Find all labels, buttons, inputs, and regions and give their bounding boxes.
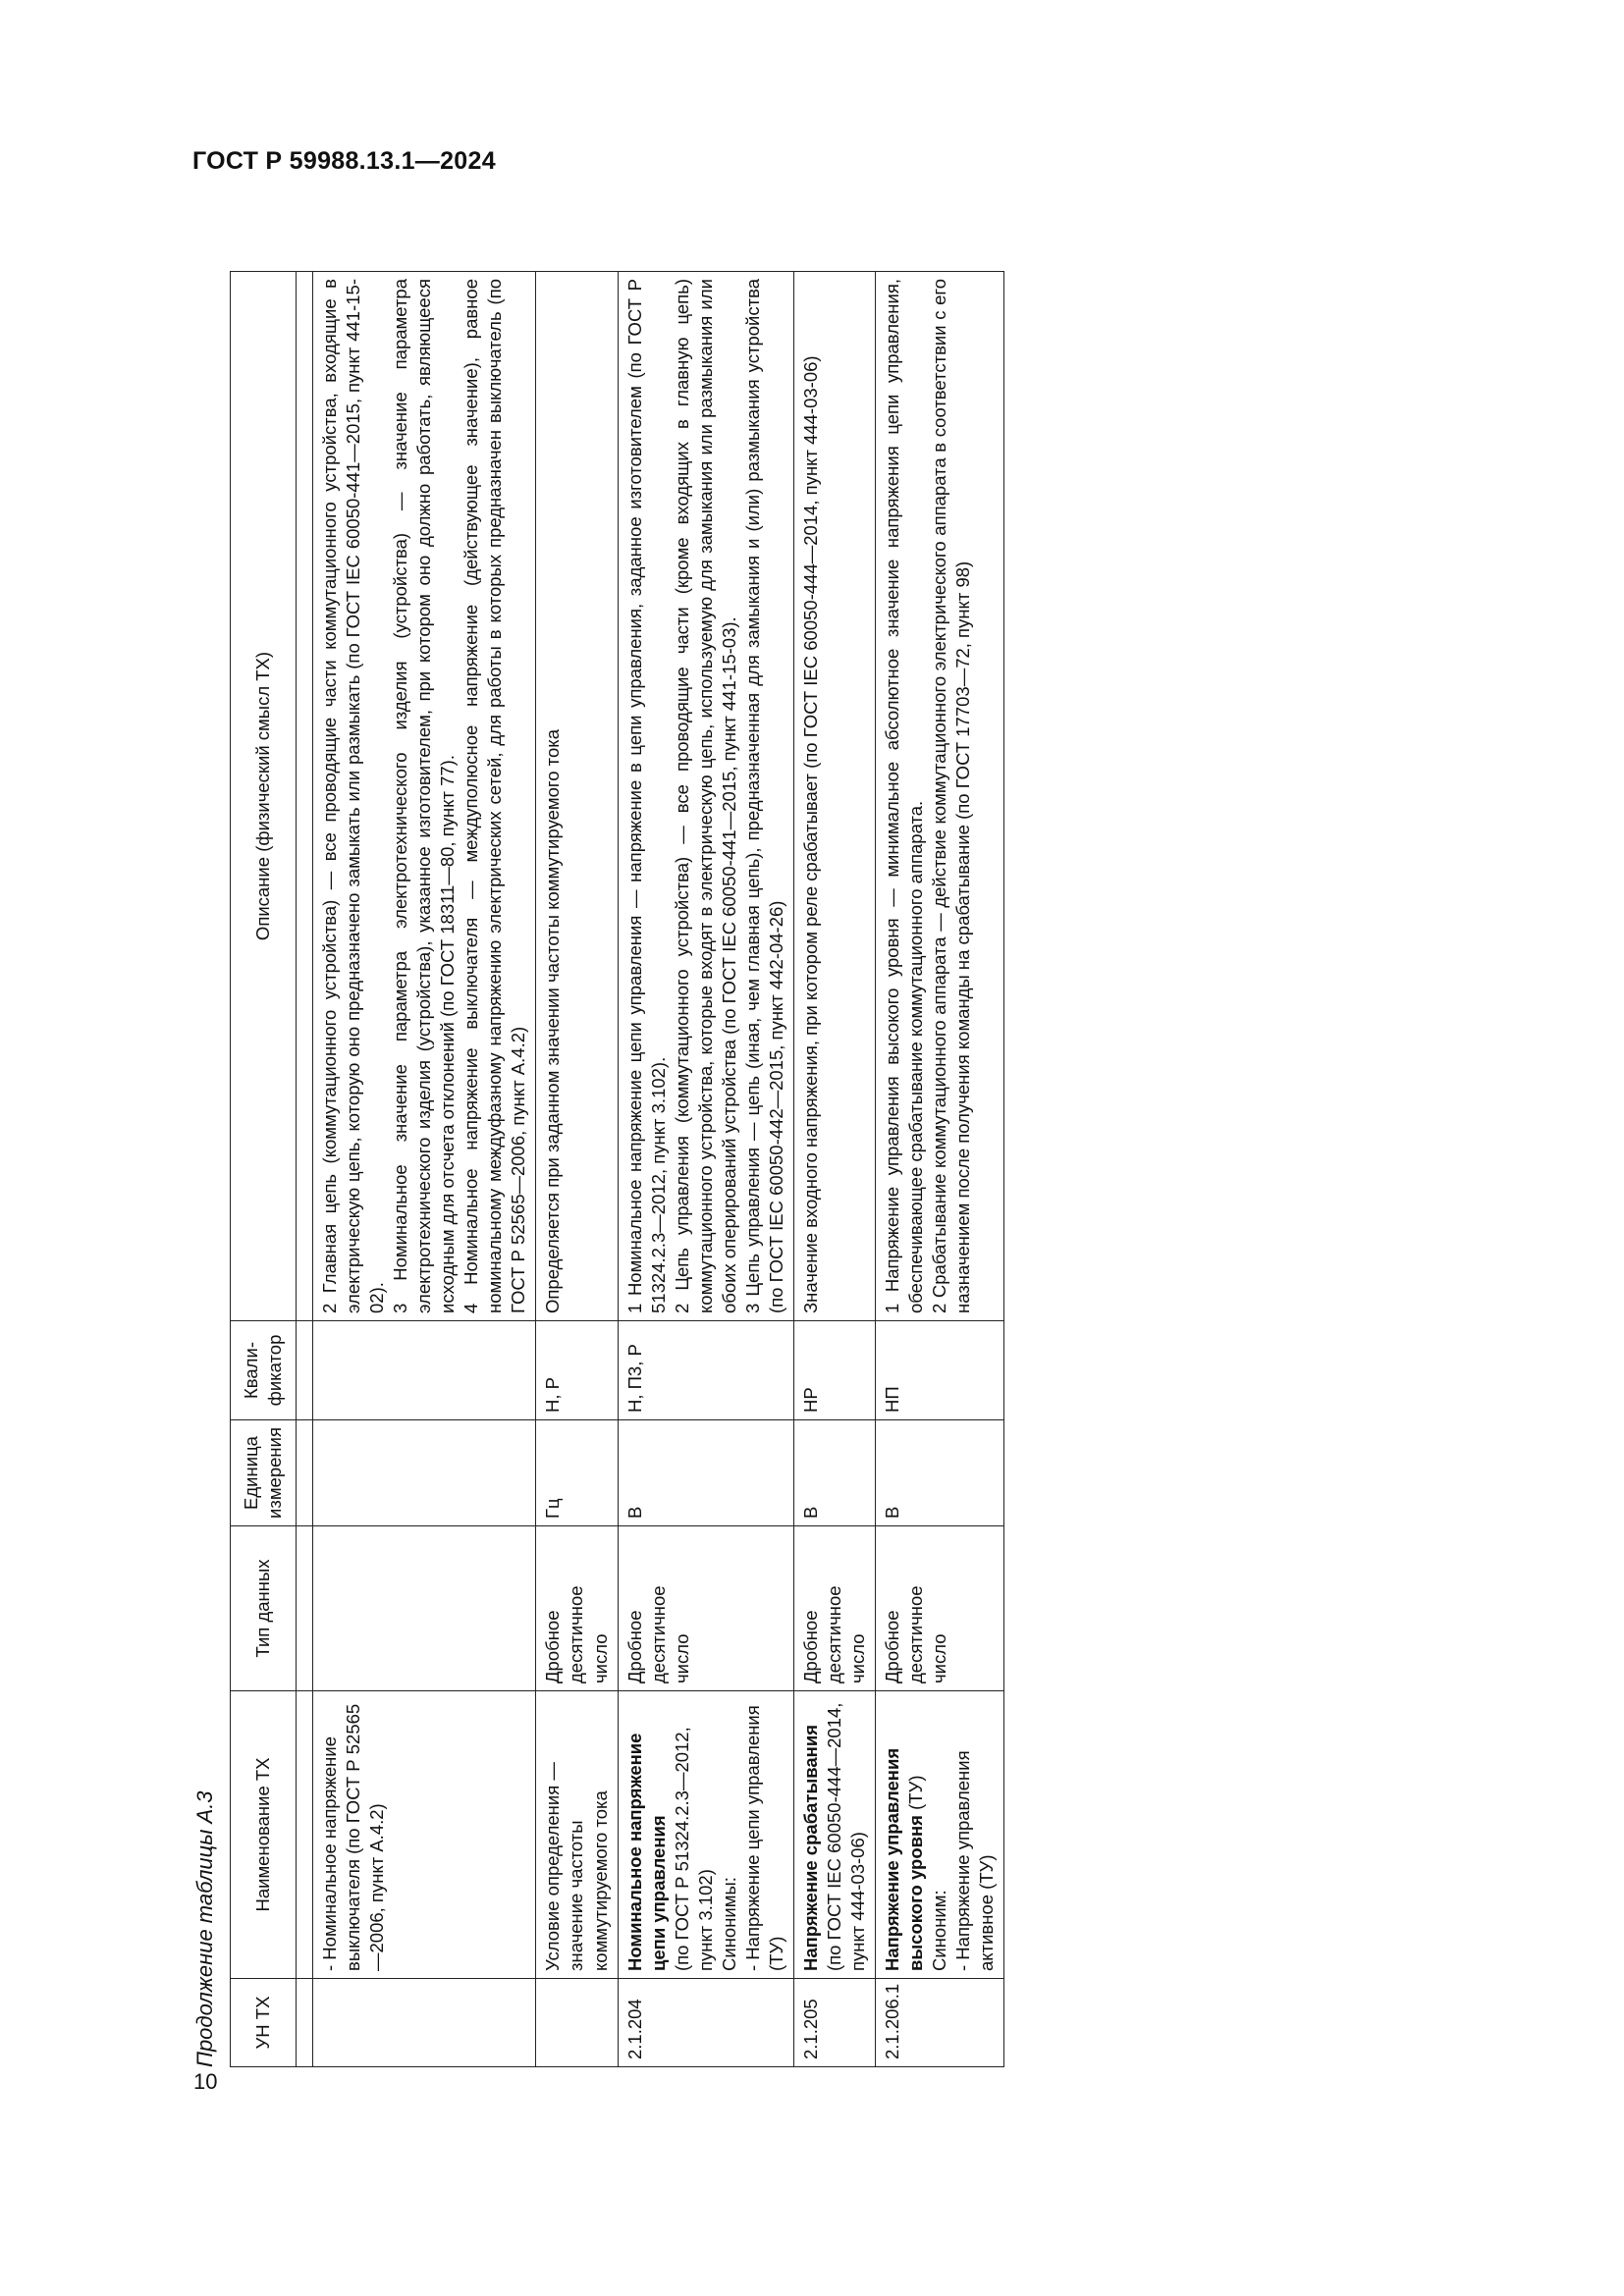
name-line: - Напряжение цепи управления (ТУ) (741, 1705, 786, 1971)
cell-qualifier: Н, П3, Р (618, 1321, 793, 1420)
cell-code (313, 1979, 536, 2067)
name-title: Напряжение срабатывания (799, 1724, 821, 1971)
description-paragraph: 2 Главная цепь (коммутационного устройства) — все проводящие части коммутационного устройства, входящие в электрическую цепь, которую оно предназначено замыкать или размыкать (по ГОСТ IEC 60050-441—2015, пункт 441-15-02). (319, 279, 388, 1313)
header-qualifier: Квали-фикатор (231, 1321, 297, 1420)
cell-description (536, 272, 618, 1321)
cell-name (876, 1691, 1004, 1979)
description-paragraph: 2 Цепь управления (коммутационного устройства) — все проводящие части (кроме входящих в главную цепь) коммутационного устройства, которые входят в электрическую цепь, используемую для замыкания или размыкания или обоих оперирований устройства (по ГОСТ IEC 60050-441—2015, пункт 441-15-03). (671, 279, 739, 1313)
cell-qualifier: НР (793, 1321, 875, 1420)
description-paragraph: 1 Напряжение управления высокого уровня — минимальное абсолютное значение напряжения цепи управления, обеспечивающее срабатывание коммутационного аппарата. (882, 279, 927, 1313)
cell-qualifier (313, 1321, 536, 1420)
description-paragraph: 4 Номинальное напряжение выключателя — междуполюсное напряжение (действующее значение), равное номинальному междуфазному напряжению электрических сетей, для работы в которых предназначен выключатель (по ГОСТ Р 52565—2006, пункт А.4.2) (460, 279, 529, 1313)
cell-qualifier: НП (876, 1321, 1004, 1420)
cell-name (313, 1691, 536, 1979)
cell-name (793, 1691, 875, 1979)
header-name: Наименование ТХ (231, 1691, 297, 1979)
cell-data-type: Дробное десятичное число (876, 1526, 1004, 1691)
cell-data-type: Дробное десятичное число (536, 1526, 618, 1691)
name-suffix: (ТУ) (905, 1775, 927, 1810)
description-paragraph: 2 Срабатывание коммутационного аппарата — действие коммутационного электрического аппарата в соответствии с его назначением после получения команды на срабатывание (по ГОСТ 17703—72, пункт 98) (929, 279, 974, 1313)
cell-data-type (313, 1526, 536, 1691)
cell-data-type: Дробное десятичное число (793, 1526, 875, 1691)
name-line: (по ГОСТ IEC 60050-444—2014, пункт 444-03-06) (823, 1702, 868, 1971)
name-title: Номинальное напряжение цепи управления (623, 1733, 669, 1971)
cell-data-type: Дробное десятичное число (618, 1526, 793, 1691)
description-paragraph: 3 Цепь управления — цепь (иная, чем главная цепь), предназначенная для замыкания и (или) размыкания устройства (по ГОСТ IEC 60050-442—2015, пункт 442-04-26) (741, 279, 786, 1313)
cell-code (536, 1979, 618, 2067)
name-line: Синоним: (929, 1890, 950, 1971)
name-line: - Номинальное напряжение выключателя (по ГОСТ Р 52565—2006, пункт А.4.2) (319, 1703, 388, 1971)
name-line: Синонимы: (718, 1877, 739, 1971)
rotated-table-area (192, 271, 1371, 2067)
description-paragraph: Значение входного напряжения, при котором реле срабатывает (по ГОСТ IEC 60050-444—2014, пункт 444-03-06) (799, 355, 821, 1313)
cell-code: 2.1.205 (793, 1979, 875, 2067)
cell-unit: Гц (536, 1420, 618, 1526)
table-row (313, 272, 536, 2067)
table-row (793, 272, 875, 2067)
table-header-row (231, 272, 297, 2067)
name-line: - Напряжение управления активное (ТУ) (952, 1750, 998, 1971)
header-unit: Единица измерения (231, 1420, 297, 1526)
cell-code: 2.1.204 (618, 1979, 793, 2067)
name-title: Напряжение управления высокого уровня (882, 1747, 927, 1971)
table-row (618, 272, 793, 2067)
cell-code: 2.1.206.1 (876, 1979, 1004, 2067)
cell-qualifier: Н, Р (536, 1321, 618, 1420)
description-paragraph: Определяется при заданном значении частоты коммутируемого тока (542, 728, 564, 1313)
cell-unit: В (793, 1420, 875, 1526)
cell-description (793, 272, 875, 1321)
name-line: (по ГОСТ Р 51324.2.3—2012, пункт 3.102) (671, 1727, 716, 1971)
spacer-row (297, 272, 313, 2067)
characteristics-table (230, 271, 1004, 2067)
document-header: ГОСТ Р 59988.13.1—2024 (192, 147, 496, 175)
header-data-type: Тип данных (231, 1526, 297, 1691)
cell-description (876, 272, 1004, 1321)
cell-name (536, 1691, 618, 1979)
header-code: УН ТХ (231, 1979, 297, 2067)
header-description: Описание (физический смысл ТХ) (231, 272, 297, 1321)
table-row (876, 272, 1004, 2067)
cell-unit: В (618, 1420, 793, 1526)
table-caption: Продолжение таблицы А.3 (192, 1790, 217, 2067)
page-number: 10 (193, 2069, 218, 2094)
description-paragraph: 3 Номинальное значение параметра электротехнического изделия (устройства) — значение параметра электротехнического изделия (устройства), указанное изготовителем, при котором оно должно работать, являющееся исходным для отсчета отклонений (по ГОСТ 18311—80, пункт 77). (390, 279, 459, 1313)
description-paragraph: 1 Номинальное напряжение цепи управления — напряжение в цепи управления, заданное изготовителем (по ГОСТ Р 51324.2.3—2012, пункт 3.102). (623, 279, 669, 1313)
name-line: Условие определения — значение частоты коммутируемого тока (542, 1762, 611, 1971)
cell-name (618, 1691, 793, 1979)
cell-description (618, 272, 793, 1321)
cell-description (313, 272, 536, 1321)
table-row (536, 272, 618, 2067)
cell-unit (313, 1420, 536, 1526)
cell-unit: В (876, 1420, 1004, 1526)
